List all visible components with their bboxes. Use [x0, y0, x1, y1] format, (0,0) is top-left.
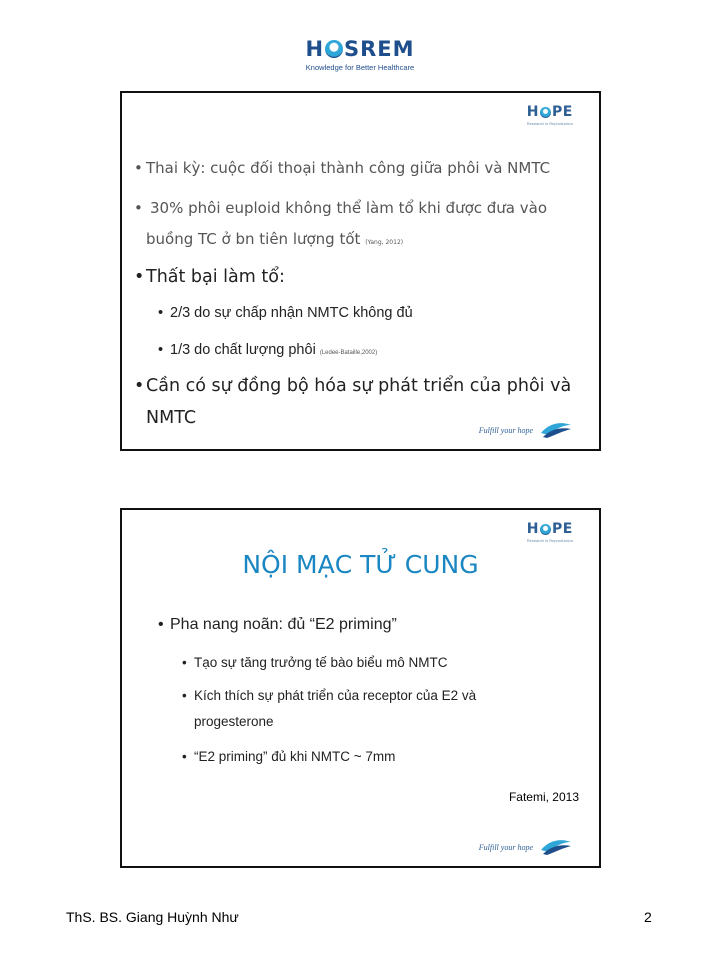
hope-tagline: Research in Reproduction [526, 538, 573, 543]
bullet-item: • Thai kỳ: cuộc đối thoại thành công giữa phôi và NMTC [134, 159, 551, 177]
bullet-item: • Pha nang noãn: đủ “E2 priming” [158, 616, 397, 633]
bullet-item-continuation: NMTC [146, 408, 197, 428]
author-name: ThS. BS. Giang Huỳnh Như [66, 909, 239, 925]
hosrem-tagline: Knowledge for Better Healthcare [305, 63, 415, 72]
hope-logo: H PE Research in Reproduction [526, 521, 573, 543]
sub-bullet-item-continuation: progesterone [194, 714, 274, 729]
citation: (Ledee-Bataille,2002) [319, 350, 378, 356]
hope-logo-icon [540, 107, 551, 118]
fulfill-your-hope-brand: Fulfill your hope [479, 421, 573, 439]
citation: (Yang, 2012) [365, 239, 404, 246]
hosrem-logo: H SREM Knowledge for Better Healthcare [300, 36, 420, 72]
bullet-item: •Thất bại làm tổ: [134, 267, 285, 287]
page-number: 2 [644, 909, 652, 925]
slide-2 [120, 508, 601, 868]
wave-logo-icon [539, 421, 573, 439]
hope-logo: H PE Research in Reproduction [526, 104, 573, 126]
sub-bullet-item: • Kích thích sự phát triển của receptor của E2 và [182, 688, 477, 703]
bullet-item: • 30% phôi euploid không thể làm tổ khi được đưa vào [134, 199, 548, 217]
sub-bullet-item: • Tạo sự tăng trưởng tế bào biểu mô NMTC [182, 655, 448, 670]
fulfill-your-hope-brand: Fulfill your hope [479, 838, 573, 856]
hope-logo-icon [540, 524, 551, 535]
bullet-item: •Cần có sự đồng bộ hóa sự phát triển của phôi và [134, 376, 572, 396]
wave-logo-icon [539, 838, 573, 856]
hosrem-logo-icon [325, 40, 343, 58]
bullet-item-continuation: buồng TC ở bn tiên lượng tốt (Yang, 2012) [146, 230, 404, 248]
sub-bullet-item: • 2/3 do sự chấp nhận NMTC không đủ [158, 305, 413, 321]
sub-bullet-item: • “E2 priming” đủ khi NMTC ~ 7mm [182, 749, 396, 764]
slide-citation: Fatemi, 2013 [508, 790, 579, 804]
slide-title: NỘI MẠC TỬ CUNG [242, 550, 479, 579]
slide-1 [120, 91, 601, 451]
hope-tagline: Research in Reproduction [526, 121, 573, 126]
sub-bullet-item: • 1/3 do chất lượng phôi (Ledee-Bataille,2002) [158, 342, 378, 358]
